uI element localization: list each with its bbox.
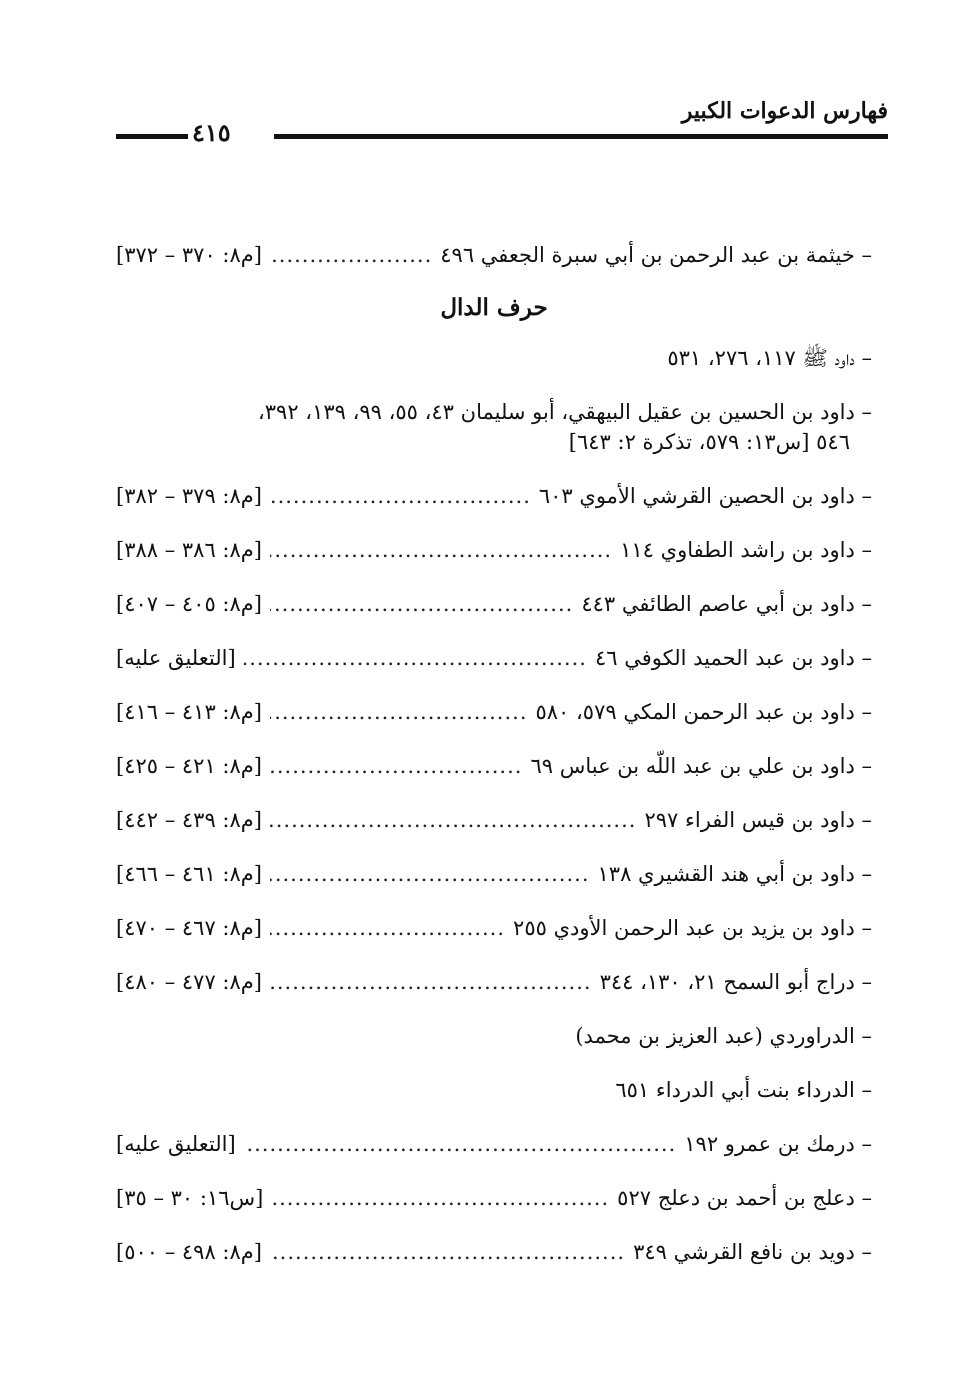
page-number: ٤١٥ — [192, 118, 231, 147]
index-entry — [116, 343, 872, 373]
entry-text: – داود ﷺ ١١٧، ٢٧٦، ٥٣١ — [667, 346, 872, 370]
index-entry — [116, 1129, 872, 1159]
dot-leader — [270, 240, 432, 270]
index-entry — [116, 589, 872, 619]
entry-reference: [م٨: ٤٩٨ – ٥٠٠] — [116, 1240, 262, 1264]
entry-text: – درمك بن عمرو ١٩٢ — [684, 1132, 872, 1156]
header-rule-short — [116, 134, 188, 139]
index-entry — [116, 751, 872, 781]
index-entry — [116, 913, 872, 943]
entry-reference: [م٨: ٤٧٧ – ٤٨٠] — [116, 970, 262, 994]
dot-leader — [270, 1237, 625, 1267]
dot-leader — [270, 535, 612, 565]
dot-leader — [270, 805, 636, 835]
entry-reference: [م٨: ٤٢١ – ٤٢٥] — [116, 754, 262, 778]
entry-text: – داود بن عبد الرحمن المكي ٥٧٩، ٥٨٠ — [535, 700, 872, 724]
entry-text: – داود بن أبي عاصم الطائفي ٤٤٣ — [581, 592, 872, 616]
entry-text: – داود بن عبد الحميد الكوفي ٤٦ — [594, 646, 872, 670]
dot-leader — [270, 913, 505, 943]
entry-text: – داود بن راشد الطفاوي ١١٤ — [620, 538, 872, 562]
index-content — [116, 240, 872, 1291]
index-entry — [116, 1021, 872, 1051]
dot-leader — [270, 589, 573, 619]
page-header — [112, 96, 888, 156]
index-entry — [116, 643, 872, 673]
dot-leader — [270, 697, 528, 727]
entry-reference: [م٨: ٤١٣ – ٤١٦] — [116, 700, 262, 724]
section-heading: حرف الدال — [440, 294, 548, 321]
running-title: فهارس الدعوات الكبير — [681, 98, 888, 124]
entry-text: – داود بن الحصين القرشي الأموي ٦٠٣ — [538, 484, 872, 508]
dot-leader — [270, 967, 592, 997]
entry-reference: [التعليق عليه] — [116, 646, 236, 670]
dot-leader — [270, 859, 590, 889]
dot-leader — [271, 1183, 609, 1213]
entry-text: – داود بن قيس الفراء ٢٩٧ — [644, 808, 872, 832]
entry-text: – دويد بن نافع القرشي ٣٤٩ — [633, 1240, 872, 1264]
entry-reference: [م٨: ٤٠٥ – ٤٠٧] — [116, 592, 262, 616]
entry-text: – داود بن علي بن عبد اللّه بن عباس ٦٩ — [530, 754, 872, 778]
index-entry — [116, 481, 872, 511]
index-entry — [116, 805, 872, 835]
index-entry — [116, 967, 872, 997]
index-entry — [116, 697, 872, 727]
entry-text: – الدراوردي (عبد العزيز بن محمد) — [575, 1024, 872, 1048]
entry-text: – داود بن أبي هند القشيري ١٣٨ — [597, 862, 872, 886]
entry-text: – دراج أبو السمح ٢١، ١٣٠، ٣٤٤ — [599, 970, 872, 994]
entry-text: – داود بن يزيد بن عبد الرحمن الأودي ٢٥٥ — [513, 916, 872, 940]
index-entry — [116, 1183, 872, 1213]
entry-reference: [م٨: ٤٦١ – ٤٦٦] — [116, 862, 262, 886]
dot-leader — [244, 1129, 677, 1159]
dot-leader — [270, 481, 531, 511]
entry-reference: [م٨: ٣٨٦ – ٣٨٨] — [116, 538, 262, 562]
index-entry — [116, 535, 872, 565]
dot-leader — [270, 751, 522, 781]
index-entry — [116, 1075, 872, 1105]
entry-continuation: ٥٤٦ [س١٣: ٥٧٩، تذكرة ٢: ٦٤٣] — [568, 430, 850, 454]
entry-reference: [م٨: ٣٧٠ – ٣٧٢] — [116, 243, 262, 267]
entry-text: – داود بن الحسين بن عقيل البيهقي، أبو سليمان ٤٣، ٥٥، ٩٩، ١٣٩، ٣٩٢، — [258, 400, 872, 424]
entry-reference: [م٨: ٣٧٩ – ٣٨٢] — [116, 484, 262, 508]
entry-text: – خيثمة بن عبد الرحمن بن أبي سبرة الجعفي ٤٩٦ — [440, 243, 872, 267]
entry-reference: [م٨: ٤٣٩ – ٤٤٢] — [116, 808, 262, 832]
index-entry — [116, 240, 872, 270]
index-entry — [116, 859, 872, 889]
header-rule — [274, 134, 888, 139]
entry-reference: [س١٦: ٣٠ – ٣٥] — [116, 1186, 264, 1210]
dot-leader — [244, 643, 587, 673]
index-entry — [116, 397, 872, 457]
entry-reference: [م٨: ٤٦٧ – ٤٧٠] — [116, 916, 262, 940]
entry-text: – الدرداء بنت أبي الدرداء ٦٥١ — [615, 1078, 872, 1102]
entry-reference: [التعليق عليه] — [116, 1132, 236, 1156]
entry-text: – دعلج بن أحمد بن دعلج ٥٢٧ — [617, 1186, 872, 1210]
index-entry — [116, 1237, 872, 1267]
